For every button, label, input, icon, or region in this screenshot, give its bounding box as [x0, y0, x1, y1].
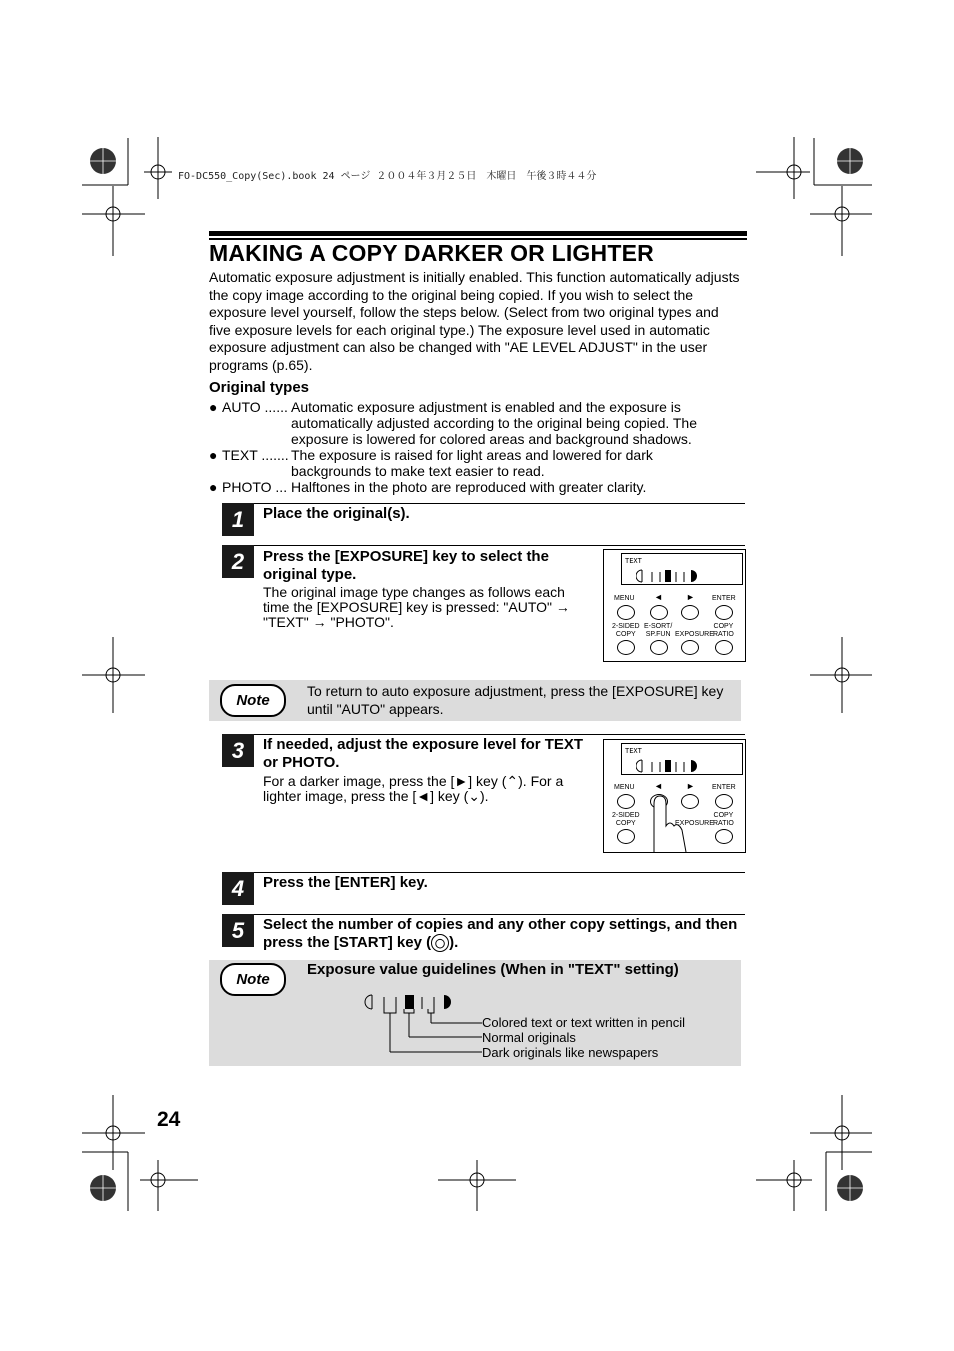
text-fragment: Select the number of copies and any other copy settings, and then press the [START] key (	[263, 916, 738, 951]
step-number: 3	[222, 734, 254, 767]
step-divider	[222, 545, 745, 546]
list-item	[209, 479, 739, 495]
type-name: PHOTO ...	[222, 479, 288, 495]
enter-label: ENTER	[712, 595, 736, 602]
step-title: Place the original(s).	[263, 505, 410, 522]
esort-label: E-SORT/ SP.FUN	[644, 623, 673, 638]
enter-button	[715, 794, 733, 809]
two-sided-button	[617, 829, 635, 844]
left-arrow-button	[650, 605, 668, 620]
step-number: 4	[222, 872, 254, 905]
step-title: Press the [EXPOSURE] key to select the original type.	[263, 548, 549, 583]
step-description: The original image type changes as follows each time the [EXPOSURE] key is pressed: "AUTO" → "TEXT" → "PHOTO".	[263, 584, 570, 630]
type-description: The exposure is raised for light areas and lowered for dark backgrounds to make text easier to read.	[291, 447, 653, 479]
left-arrow-icon: ◄	[654, 781, 663, 791]
step-number: 5	[222, 914, 254, 947]
menu-label: MENU	[614, 595, 635, 602]
page-title: MAKING A COPY DARKER OR LIGHTER	[209, 240, 654, 266]
step-divider	[222, 872, 745, 873]
pointing-hand-icon	[648, 792, 688, 852]
copy-ratio-label: COPY RATIO	[713, 812, 734, 827]
step-divider	[222, 914, 745, 915]
step-title: Press the [ENTER] key.	[263, 874, 428, 891]
type-description: Halftones in the photo are reproduced with greater clarity.	[291, 479, 647, 495]
step-title: If needed, adjust the exposure level for TEXT or PHOTO.	[263, 736, 584, 771]
original-types-heading: Original types	[209, 379, 310, 396]
bullet-icon: ●	[209, 447, 218, 463]
lcd-display	[621, 743, 743, 775]
step-number: 1	[222, 503, 254, 536]
right-triangle-key-icon: ►	[454, 773, 469, 789]
step-divider	[222, 734, 745, 735]
legend-item: Colored text or text written in pencil	[482, 1015, 686, 1030]
down-arrow-key-icon: ⌄	[468, 788, 481, 804]
menu-label: MENU	[614, 784, 635, 791]
type-name: AUTO ......	[222, 399, 288, 415]
bullet-icon: ●	[209, 399, 218, 415]
left-arrow-icon: ◄	[654, 592, 663, 602]
right-arrow-icon: ►	[686, 592, 695, 602]
title-rule-thick	[209, 231, 747, 236]
exposure-scale-icon	[636, 759, 706, 773]
legend-item: Dark originals like newspapers	[482, 1045, 659, 1060]
start-key-icon: ◯	[431, 934, 449, 952]
note-badge: Note	[220, 684, 286, 717]
list-item	[209, 447, 739, 479]
right-arrow-button	[681, 605, 699, 620]
lcd-mode-text: TEXT	[625, 557, 642, 565]
text-fragment: ).	[480, 788, 489, 804]
text-fragment: ). For a lighter image, press the [	[263, 773, 564, 804]
menu-button	[617, 794, 635, 809]
enter-button	[715, 605, 733, 620]
exposure-scale-icon	[636, 569, 706, 583]
lcd-mode-text: TEXT	[625, 747, 642, 755]
lcd-display	[621, 553, 743, 585]
two-sided-copy-label: 2-SIDED COPY	[612, 812, 640, 827]
text-fragment: ).	[449, 934, 459, 951]
enter-label: ENTER	[712, 784, 736, 791]
up-arrow-key-icon: ⌃	[506, 773, 519, 789]
type-description: Automatic exposure adjustment is enabled and the exposure is automatically adjusted according to the original being copied. The exposure is lowered for colored areas and background shadows.	[291, 399, 697, 447]
copy-ratio-label: COPY RATIO	[713, 623, 734, 638]
exposure-label: EXPOSURE	[675, 631, 714, 638]
type-name: TEXT .......	[222, 447, 289, 463]
two-sided-button	[617, 640, 635, 655]
step-description	[263, 774, 593, 804]
copy-ratio-button	[715, 829, 733, 844]
exposure-button	[681, 640, 699, 655]
note-heading: Exposure value guidelines (When in "TEXT" setting)	[307, 961, 679, 978]
left-triangle-key-icon: ◄	[416, 788, 431, 804]
intro-paragraph: Automatic exposure adjustment is initially enabled. This function automatically adjusts the copy image according to the original being copied. If you wish to select the exposure level yourself, follow the steps below. (Select from two original types and five exposure levels for each original type.) The exposure level used in automatic exposure adjustment can also be changed with "AE LEVEL ADJUST" in the user programs (p.65).	[209, 269, 740, 373]
step-title	[263, 916, 738, 952]
two-sided-copy-label: 2-SIDED COPY	[612, 623, 640, 638]
exposure-label: EXPOSURE	[675, 820, 714, 827]
text-fragment: ] key (	[468, 773, 507, 789]
note-text: To return to auto exposure adjustment, press the [EXPOSURE] key until "AUTO" appears.	[307, 683, 724, 717]
note-badge: Note	[220, 963, 286, 996]
text-fragment: For a darker image, press the [	[263, 773, 455, 789]
page-number: 24	[157, 1108, 181, 1131]
list-item	[209, 399, 739, 447]
right-arrow-icon: ►	[686, 781, 695, 791]
bullet-icon: ●	[209, 479, 218, 495]
note-box	[209, 680, 741, 721]
copy-ratio-button	[715, 640, 733, 655]
menu-button	[617, 605, 635, 620]
legend-item: Normal originals	[482, 1030, 576, 1045]
file-info-header: FO-DC550_Copy(Sec).book 24 ページ ２００４年３月２５日 木曜日 午後３時４４分	[178, 171, 597, 182]
step-divider	[222, 503, 745, 504]
step-number: 2	[222, 545, 254, 578]
esort-button	[650, 640, 668, 655]
text-fragment: ] key (	[430, 788, 469, 804]
control-panel-illustration	[603, 549, 746, 662]
control-panel-illustration	[603, 739, 746, 853]
note-box	[209, 960, 741, 1066]
